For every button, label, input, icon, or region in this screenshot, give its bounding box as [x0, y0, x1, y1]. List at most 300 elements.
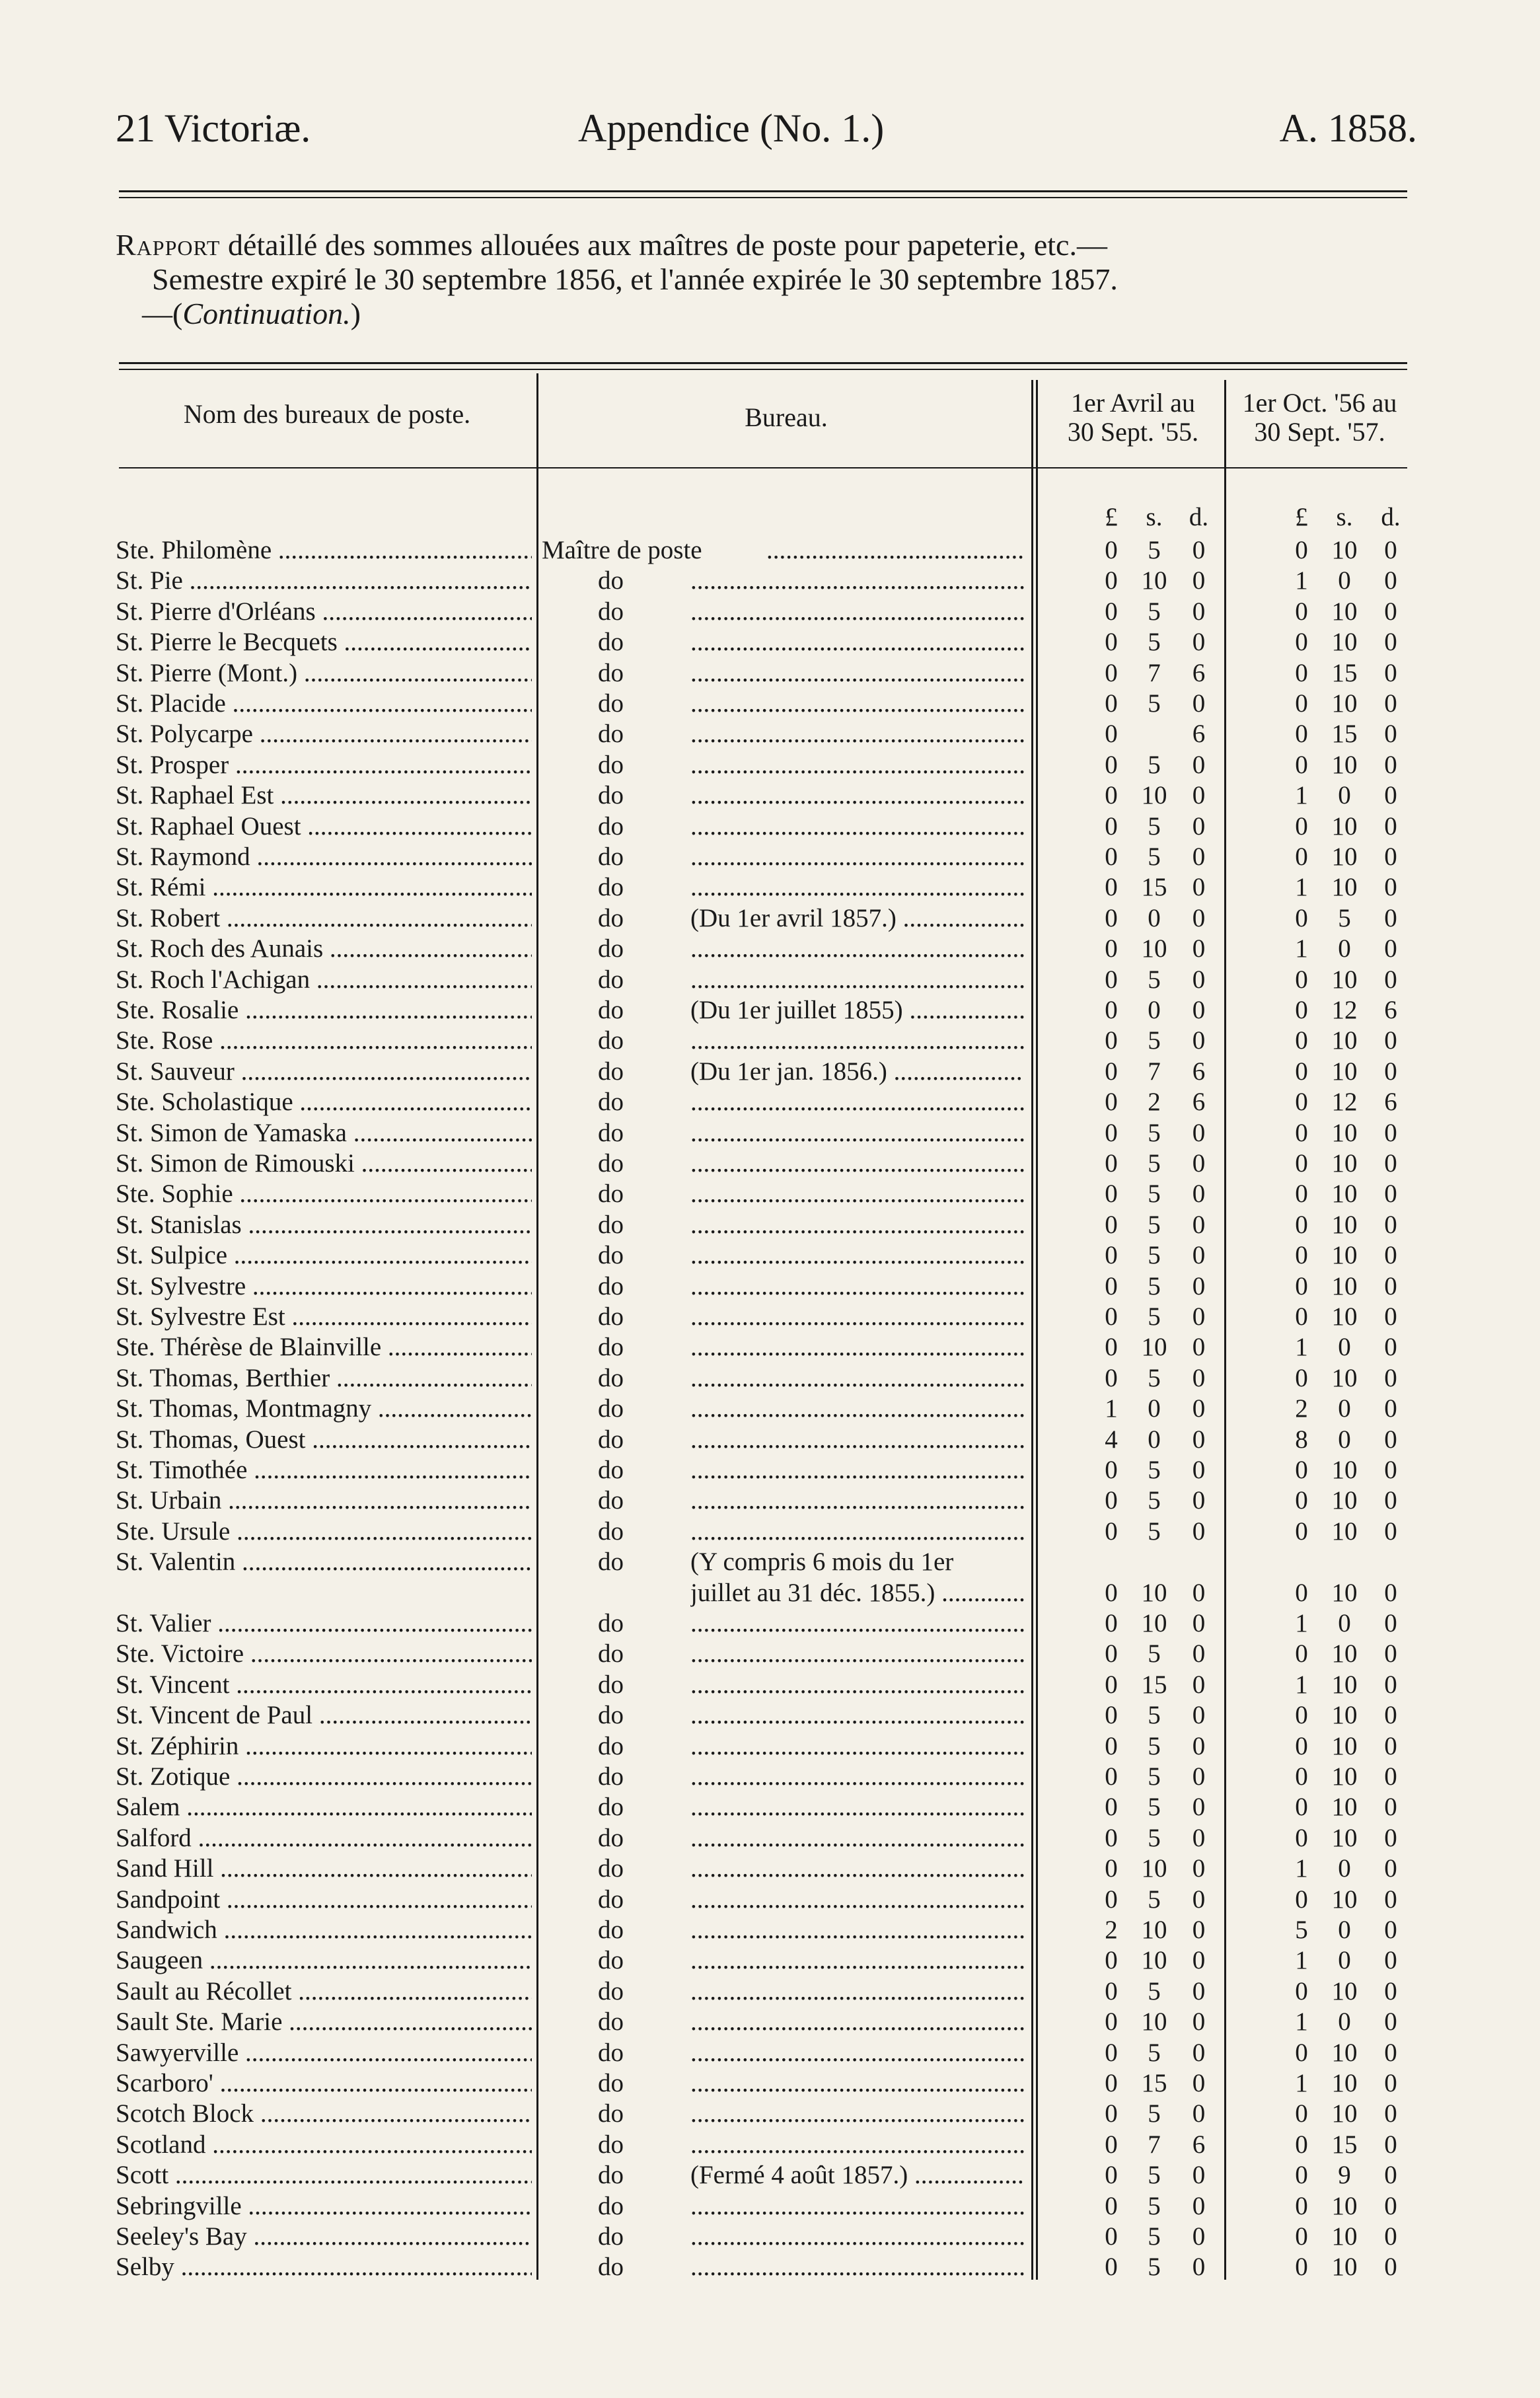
amount-1855-pence: 0 [1192, 2069, 1206, 2097]
amount-1855-shillings: 5 [1148, 1026, 1161, 1055]
bureau-note [690, 1885, 1024, 1915]
amount-1855-pence: 0 [1192, 2038, 1206, 2067]
col-header-bureau: Bureau. [745, 402, 828, 432]
amount-1857-pounds: 0 [1295, 903, 1308, 932]
table-row [0, 2222, 1540, 2252]
amount-1857-shillings: 10 [1331, 689, 1358, 718]
amount-1857-pence: 0 [1384, 2191, 1397, 2220]
amount-1855-pence: 0 [1192, 1026, 1206, 1055]
bureau-note [690, 1670, 1024, 1700]
bureau-value: do [598, 843, 624, 871]
table-row [0, 1578, 1540, 1608]
post-office-name: Ste. Thérèse de Blainville ..... [116, 1332, 532, 1363]
amount-1857-shillings: 10 [1331, 536, 1358, 564]
bureau-value: do [598, 1456, 624, 1484]
currency-pence-a: d. [1189, 503, 1209, 531]
amount-1857-pounds: 1 [1295, 566, 1308, 595]
bureau-note [690, 1363, 1024, 1394]
bureau-value: do [598, 1271, 624, 1300]
amount-1857-pence: 0 [1384, 1976, 1397, 2005]
amount-1855-shillings: 5 [1148, 843, 1161, 871]
bureau-note [690, 1854, 1024, 1884]
amount-1855-shillings: 5 [1148, 1639, 1161, 1668]
post-office-name: St. Valier ..... [116, 1608, 532, 1639]
amount-1855-shillings: 10 [1141, 1578, 1167, 1607]
amount-1857-pence: 0 [1384, 2130, 1397, 2159]
amount-1857-pounds: 1 [1295, 1333, 1308, 1362]
amount-1855-pence: 6 [1192, 1088, 1206, 1117]
bureau-value: do [598, 2222, 624, 2251]
table-row [0, 1394, 1540, 1424]
table-row [0, 1026, 1540, 1056]
bureau-note [690, 1026, 1024, 1056]
amount-1855-pence: 0 [1192, 903, 1206, 932]
amount-1857-shillings: 0 [1338, 2007, 1351, 2037]
table-row [0, 1271, 1540, 1302]
amount-1855-shillings: 5 [1148, 2191, 1161, 2220]
amount-1855-shillings: 15 [1141, 2069, 1167, 2097]
bureau-note [690, 597, 1024, 627]
amount-1855-pounds: 0 [1105, 2161, 1118, 2190]
table-row [0, 1179, 1540, 1209]
header-rule-top [119, 190, 1407, 192]
amount-1855-pence: 0 [1192, 689, 1206, 718]
amount-1855-pounds: 0 [1105, 1057, 1118, 1086]
amount-1857-pounds: 1 [1295, 934, 1308, 963]
bureau-value: do [598, 1088, 624, 1117]
table-row [0, 934, 1540, 964]
amount-1855-pence: 0 [1192, 1578, 1206, 1607]
bureau-note: (Du 1er avril 1857.) ..... [690, 903, 1024, 934]
amount-1855-pounds: 0 [1105, 566, 1118, 595]
table-row [0, 872, 1540, 903]
bureau-value: do [598, 1670, 624, 1699]
amount-1857-pence: 0 [1384, 1394, 1397, 1423]
amount-1857-pounds: 0 [1295, 658, 1308, 687]
amount-1855-shillings: 10 [1141, 2007, 1167, 2037]
amount-1857-pence: 6 [1384, 1088, 1397, 1117]
amount-1855-pence: 0 [1192, 2191, 1206, 2220]
bureau-value: do [598, 1486, 624, 1515]
amount-1855-shillings: 10 [1141, 1946, 1167, 1975]
post-office-name: St. Timothée ..... [116, 1455, 532, 1485]
amount-1857-shillings: 10 [1331, 1793, 1358, 1822]
amount-1855-pounds: 0 [1105, 1363, 1118, 1392]
amount-1857-shillings: 10 [1331, 1180, 1358, 1209]
post-office-name: St. Simon de Yamaska ..... [116, 1118, 532, 1148]
amount-1857-pence: 0 [1384, 965, 1397, 994]
amount-1857-pounds: 1 [1295, 2069, 1308, 2097]
amount-1855-pence: 0 [1192, 934, 1206, 963]
amount-1855-shillings: 5 [1148, 965, 1161, 994]
table-row [0, 597, 1540, 627]
table-row [0, 627, 1540, 657]
amount-1855-pounds: 0 [1105, 1670, 1118, 1699]
amount-1857-shillings: 10 [1331, 1578, 1358, 1607]
amount-1857-pounds: 0 [1295, 1731, 1308, 1760]
amount-1855-shillings: 0 [1148, 1425, 1161, 1454]
amount-1857-shillings: 10 [1331, 1731, 1358, 1760]
amount-1857-pence: 0 [1384, 1517, 1397, 1546]
bureau-value: do [598, 1210, 624, 1239]
bureau-note [690, 780, 1024, 811]
bureau-value: do [598, 1333, 624, 1362]
table-row [0, 689, 1540, 719]
amount-1857-shillings: 10 [1331, 965, 1358, 994]
amount-1855-shillings: 15 [1141, 1670, 1167, 1699]
amount-1855-pence: 0 [1192, 1916, 1206, 1944]
amount-1857-shillings: 0 [1338, 1333, 1351, 1362]
amount-1857-shillings: 15 [1331, 658, 1358, 687]
bureau-value: do [598, 2069, 624, 2097]
bureau-note [690, 2068, 1024, 2099]
amount-1857-pence: 0 [1384, 1823, 1397, 1852]
amount-1857-pence: 0 [1384, 2253, 1397, 2282]
amount-1857-shillings: 10 [1331, 1210, 1358, 1239]
amount-1855-pounds: 0 [1105, 1517, 1118, 1546]
amount-1857-pence: 0 [1384, 1363, 1397, 1392]
post-office-name: St. Polycarpe ..... [116, 719, 532, 749]
post-office-name: St. Roch l'Achigan ..... [116, 965, 532, 995]
amount-1857-shillings: 10 [1331, 1639, 1358, 1668]
amount-1857-pounds: 0 [1295, 1885, 1308, 1914]
amount-1855-shillings: 5 [1148, 689, 1161, 718]
amount-1855-pounds: 0 [1105, 1701, 1118, 1730]
amount-1857-pounds: 0 [1295, 1578, 1308, 1607]
amount-1855-pence: 0 [1192, 2007, 1206, 2037]
table-row [0, 566, 1540, 596]
amount-1857-pence: 0 [1384, 1180, 1397, 1209]
amount-1857-shillings: 10 [1331, 873, 1358, 902]
table-row [0, 1639, 1540, 1669]
amount-1855-pounds: 0 [1105, 1609, 1118, 1637]
bureau-note [690, 1731, 1024, 1762]
amount-1857-shillings: 10 [1331, 1026, 1358, 1055]
amount-1857-shillings: 10 [1331, 1517, 1358, 1546]
post-office-name: Seeley's Bay ..... [116, 2222, 532, 2252]
amount-1857-pounds: 0 [1295, 720, 1308, 749]
amount-1857-pence: 0 [1384, 750, 1397, 779]
amount-1857-shillings: 12 [1331, 996, 1358, 1024]
amount-1857-pounds: 0 [1295, 811, 1308, 841]
post-office-name: St. Sylvestre ..... [116, 1271, 532, 1302]
table-row [0, 811, 1540, 842]
table-row [0, 780, 1540, 811]
col-header-period2: 1er Oct. '56 au 30 Sept. '57. [1242, 388, 1397, 447]
amount-1857-shillings: 12 [1331, 1088, 1358, 1117]
amount-1855-pence: 0 [1192, 1149, 1206, 1178]
post-office-name: Salford ..... [116, 1823, 532, 1854]
post-office-name: St. Vincent ..... [116, 1670, 532, 1700]
bureau-value: do [598, 1425, 624, 1454]
bureau-note [690, 1915, 1024, 1945]
amount-1855-shillings: 5 [1148, 597, 1161, 626]
amount-1857-pence: 6 [1384, 996, 1397, 1024]
page-header [116, 106, 1417, 159]
bureau-note [690, 1148, 1024, 1179]
amount-1857-shillings: 10 [1331, 1271, 1358, 1300]
table-row [0, 995, 1540, 1026]
post-office-name: St. Raymond ..... [116, 842, 532, 872]
amount-1855-pounds: 0 [1105, 720, 1118, 749]
bureau-value: do [598, 2130, 624, 2159]
amount-1855-pounds: 0 [1105, 934, 1118, 963]
post-office-name: St. Raphael Est ..... [116, 780, 532, 811]
amount-1857-pounds: 0 [1295, 1976, 1308, 2005]
amount-1855-shillings: 10 [1141, 1609, 1167, 1637]
amount-1857-pounds: 0 [1295, 1793, 1308, 1822]
amount-1855-pounds: 1 [1105, 1394, 1118, 1423]
amount-1857-pounds: 0 [1295, 1762, 1308, 1791]
amount-1855-pounds: 0 [1105, 1026, 1118, 1055]
table-row [0, 1455, 1540, 1485]
table-row [0, 1332, 1540, 1363]
amount-1857-pounds: 5 [1295, 1916, 1308, 1944]
bureau-value: do [598, 750, 624, 779]
amount-1857-pounds: 1 [1295, 1854, 1308, 1883]
amount-1857-shillings: 0 [1338, 1946, 1351, 1975]
table-row [0, 842, 1540, 872]
amount-1855-pence: 0 [1192, 597, 1206, 626]
bureau-note [690, 719, 1024, 749]
bureau-note [690, 2038, 1024, 2068]
amount-1857-shillings: 10 [1331, 811, 1358, 841]
amount-1855-pounds: 0 [1105, 1456, 1118, 1484]
table-row [0, 1087, 1540, 1117]
table-row [0, 1885, 1540, 1915]
amount-1855-pounds: 0 [1105, 2222, 1118, 2251]
post-office-name: Sault au Récollet ..... [116, 1976, 532, 2007]
table-row [0, 535, 1540, 566]
amount-1855-pounds: 0 [1105, 1976, 1118, 2005]
bureau-note [690, 1700, 1024, 1731]
amount-1857-pounds: 1 [1295, 781, 1308, 810]
amount-1857-pence: 0 [1384, 934, 1397, 963]
amount-1855-pence: 0 [1192, 1456, 1206, 1484]
amount-1857-pounds: 0 [1295, 1823, 1308, 1852]
bureau-note: (Du 1er jan. 1856.) ..... [690, 1057, 1024, 1087]
amount-1857-shillings: 10 [1331, 1885, 1358, 1914]
amount-1855-shillings: 5 [1148, 1885, 1161, 1914]
amount-1855-pence: 0 [1192, 1670, 1206, 1699]
amount-1857-pounds: 0 [1295, 1026, 1308, 1055]
table-row [0, 1118, 1540, 1148]
bureau-note: (Y compris 6 mois du 1er [690, 1548, 954, 1577]
amount-1855-pence: 0 [1192, 1946, 1206, 1975]
post-office-name: Ste. Philomène ..... [116, 535, 532, 566]
post-office-name: Ste. Sophie ..... [116, 1179, 532, 1209]
amount-1857-shillings: 10 [1331, 2038, 1358, 2067]
currency-shilling-b: s. [1336, 503, 1353, 531]
amount-1857-pounds: 0 [1295, 1210, 1308, 1239]
amount-1857-shillings: 10 [1331, 750, 1358, 779]
header-year: A. 1858. [1279, 106, 1417, 150]
post-office-name: St. Raphael Ouest ..... [116, 811, 532, 842]
amount-1857-pence: 0 [1384, 597, 1397, 626]
table-row [0, 1700, 1540, 1731]
amount-1855-shillings: 15 [1141, 873, 1167, 902]
amount-1855-pounds: 0 [1105, 1639, 1118, 1668]
amount-1855-pounds: 0 [1105, 1180, 1118, 1209]
table-row [0, 2191, 1540, 2222]
amount-1855-pounds: 0 [1105, 1823, 1118, 1852]
amount-1857-pence: 0 [1384, 2161, 1397, 2190]
amount-1857-shillings: 0 [1338, 1854, 1351, 1883]
amount-1857-shillings: 15 [1331, 2130, 1358, 2159]
post-office-name: St. Valentin ..... [116, 1547, 532, 1577]
amount-1855-pence: 6 [1192, 720, 1206, 749]
amount-1857-pounds: 0 [1295, 996, 1308, 1024]
amount-1857-pence: 0 [1384, 658, 1397, 687]
bureau-note [690, 1639, 1024, 1669]
post-office-name: Sawyerville ..... [116, 2038, 532, 2068]
post-office-name: Sandwich ..... [116, 1915, 532, 1945]
amount-1857-pounds: 0 [1295, 1363, 1308, 1392]
table-row [0, 2160, 1540, 2191]
bureau-note [690, 872, 1024, 903]
bureau-value: do [598, 1701, 624, 1730]
amount-1855-pence: 0 [1192, 1302, 1206, 1331]
bureau-note: (Fermé 4 août 1857.) ..... [690, 2160, 1024, 2191]
bureau-value: do [598, 2099, 624, 2128]
amount-1855-pence: 0 [1192, 1762, 1206, 1791]
amount-1857-shillings: 0 [1338, 934, 1351, 963]
amount-1857-pounds: 0 [1295, 2099, 1308, 2128]
post-office-name: Saugeen ..... [116, 1945, 532, 1976]
amount-1857-pounds: 0 [1295, 1088, 1308, 1117]
bureau-note [690, 1485, 1024, 1516]
bureau-value: do [598, 1609, 624, 1637]
amount-1855-pence: 0 [1192, 1854, 1206, 1883]
amount-1855-pence: 0 [1192, 1793, 1206, 1822]
amount-1857-pence: 0 [1384, 2222, 1397, 2251]
amount-1857-shillings: 0 [1338, 1425, 1351, 1454]
amount-1857-pence: 0 [1384, 1333, 1397, 1362]
amount-1855-pounds: 0 [1105, 2253, 1118, 2282]
bureau-note [690, 842, 1024, 872]
amount-1857-shillings: 10 [1331, 2191, 1358, 2220]
amount-1857-shillings: 0 [1338, 781, 1351, 810]
amount-1855-shillings: 5 [1148, 1517, 1161, 1546]
post-office-name: St. Rémi ..... [116, 872, 532, 903]
bureau-note [690, 1976, 1024, 2007]
amount-1857-pence: 0 [1384, 1854, 1397, 1883]
header-rule-bottom [119, 197, 1407, 198]
bureau-value: do [598, 996, 624, 1024]
post-office-name: Sebringville ..... [116, 2191, 532, 2222]
bureau-note [690, 2099, 1024, 2129]
title-line-1: détaillé des sommes allouées aux maîtres de poste pour papeterie, etc.— [220, 228, 1107, 262]
amount-1855-shillings: 5 [1148, 1210, 1161, 1239]
amount-1855-shillings: 5 [1148, 1302, 1161, 1331]
amount-1855-pence: 0 [1192, 1823, 1206, 1852]
amount-1855-pounds: 0 [1105, 1271, 1118, 1300]
amount-1855-shillings: 10 [1141, 1854, 1167, 1883]
post-office-name: St. Thomas, Ouest ..... [116, 1425, 532, 1455]
bureau-note [690, 2222, 1024, 2252]
amount-1855-shillings: 5 [1148, 1486, 1161, 1515]
post-office-name: Scotch Block ..... [116, 2099, 532, 2129]
amount-1855-pence: 0 [1192, 1885, 1206, 1914]
post-office-name: St. Stanislas ..... [116, 1210, 532, 1240]
amount-1857-pence: 0 [1384, 1486, 1397, 1515]
bureau-value: do [598, 1394, 624, 1423]
amount-1855-shillings: 2 [1148, 1088, 1161, 1117]
table-row [0, 1945, 1540, 1976]
amount-1855-pounds: 0 [1105, 2038, 1118, 2067]
amount-1855-shillings: 10 [1141, 781, 1167, 810]
amount-1855-pounds: 0 [1105, 843, 1118, 871]
amount-1857-pence: 0 [1384, 1793, 1397, 1822]
amount-1855-pounds: 0 [1105, 2069, 1118, 2097]
bureau-value: do [598, 1731, 624, 1760]
amount-1855-shillings: 7 [1148, 1057, 1161, 1086]
bureau-note [690, 750, 1024, 780]
amount-1857-pence: 0 [1384, 873, 1397, 902]
bureau-value: do [598, 781, 624, 810]
bureau-value: do [598, 566, 624, 595]
amount-1855-shillings: 5 [1148, 1762, 1161, 1791]
amount-1857-pounds: 1 [1295, 1670, 1308, 1699]
post-office-name: St. Sauveur ..... [116, 1057, 532, 1087]
amount-1857-shillings: 10 [1331, 1456, 1358, 1484]
table-row [0, 2099, 1540, 2129]
amount-1857-pence: 0 [1384, 689, 1397, 718]
bureau-value: do [598, 658, 624, 687]
amount-1857-pounds: 0 [1295, 1271, 1308, 1300]
bureau-value: do [598, 1639, 624, 1668]
amount-1857-pounds: 0 [1295, 628, 1308, 657]
bureau-note [690, 1945, 1024, 1976]
amount-1855-pence: 0 [1192, 1486, 1206, 1515]
table-header-rule [119, 467, 1407, 468]
amount-1855-pence: 0 [1192, 1976, 1206, 2005]
table-row [0, 2252, 1540, 2282]
table-row [0, 1823, 1540, 1854]
amount-1855-pence: 6 [1192, 658, 1206, 687]
amount-1855-pence: 0 [1192, 965, 1206, 994]
amount-1855-pounds: 0 [1105, 597, 1118, 626]
bureau-note [690, 1823, 1024, 1854]
amount-1857-pence: 0 [1384, 1609, 1397, 1637]
bureau-note [690, 1118, 1024, 1148]
amount-1855-pounds: 0 [1105, 1210, 1118, 1239]
post-office-name: St. Sylvestre Est ..... [116, 1302, 532, 1332]
amount-1857-shillings: 10 [1331, 1302, 1358, 1331]
table-row [0, 1057, 1540, 1087]
bureau-note [690, 1517, 1024, 1547]
amount-1855-pence: 0 [1192, 1394, 1206, 1423]
amount-1855-pounds: 0 [1105, 658, 1118, 687]
currency-pound-a: £ [1105, 503, 1118, 531]
title-lead: Rapport [116, 228, 221, 262]
table-row [0, 1915, 1540, 1945]
amount-1855-pence: 0 [1192, 1517, 1206, 1546]
amount-1855-shillings: 0 [1148, 1394, 1161, 1423]
amount-1857-pounds: 0 [1295, 1456, 1308, 1484]
amount-1855-pounds: 0 [1105, 1088, 1118, 1117]
amount-1855-shillings: 10 [1141, 934, 1167, 963]
bureau-note [690, 934, 1024, 964]
amount-1857-shillings: 10 [1331, 1976, 1358, 2005]
table-row [0, 1210, 1540, 1240]
amount-1857-pounds: 0 [1295, 1118, 1308, 1147]
bureau-value: do [598, 1946, 624, 1975]
amount-1857-pence: 0 [1384, 1210, 1397, 1239]
amount-1857-shillings: 10 [1331, 1486, 1358, 1515]
bureau-value: do [598, 1762, 624, 1791]
amount-1857-pounds: 0 [1295, 1639, 1308, 1668]
